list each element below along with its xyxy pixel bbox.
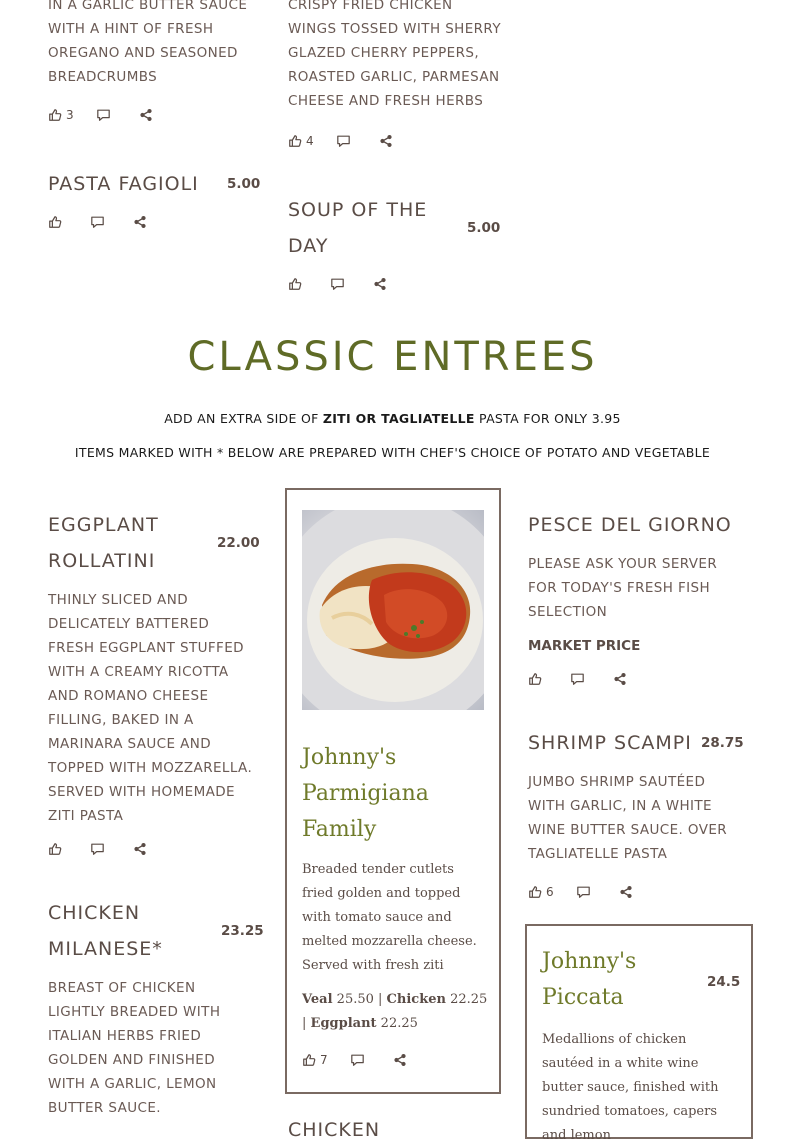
item-title — [288, 192, 427, 264]
item-actions — [302, 1050, 407, 1070]
piccata-card[interactable] — [525, 924, 753, 1143]
comment-icon — [330, 277, 345, 291]
item-title: SHRIMP SCAMPI — [528, 732, 692, 754]
share-icon — [133, 842, 147, 856]
share-icon — [379, 134, 393, 148]
card-title-line: Parmigiana — [302, 781, 429, 806]
card-description: Breaded tender cutlets fried golden and topped with tomato sauce and melted mozzarella cheese. Served with fresh ziti — [302, 862, 477, 973]
item-title — [48, 895, 163, 967]
item-price: 28.75 — [701, 735, 744, 751]
share-button[interactable] — [619, 885, 633, 899]
thumbs-up-icon — [48, 108, 62, 122]
item-description: CRISPY FRIED CHICKEN WINGS TOSSED WITH SHERRY GLAZED CHERRY PEPPERS, ROASTED GARLIC, PARMESAN CHEESE AND FRESH HERBS — [288, 0, 501, 109]
item-actions — [528, 882, 633, 902]
like-button[interactable] — [48, 215, 62, 229]
item-actions — [48, 105, 153, 125]
item-actions — [288, 131, 393, 151]
item-title: PESCE DEL GIORNO — [528, 514, 732, 536]
thumbs-up-icon — [288, 134, 302, 148]
item-title: PASTA FAGIOLI — [48, 173, 199, 195]
item-title-line: EGGPLANT — [48, 514, 159, 536]
item-price: MARKET PRICE — [528, 638, 641, 654]
share-icon — [393, 1053, 407, 1067]
like-count: 7 — [320, 1053, 328, 1067]
item-description: PLEASE ASK YOUR SERVER FOR TODAY'S FRESH FISH SELECTION — [528, 556, 718, 620]
share-button[interactable] — [139, 108, 153, 122]
item-price: 24.5 — [707, 974, 741, 990]
item-title-line: MILANESE* — [48, 938, 163, 960]
comment-icon — [96, 108, 111, 122]
comment-button[interactable] — [90, 842, 105, 856]
section-notice — [0, 411, 785, 426]
card-title-line: Johnny's — [302, 745, 397, 770]
comment-button[interactable] — [96, 108, 111, 122]
comment-icon — [336, 134, 351, 148]
like-count: 6 — [546, 885, 554, 899]
item-actions — [288, 274, 387, 294]
featured-item-card[interactable] — [285, 488, 501, 1094]
card-title — [542, 944, 692, 1016]
item-actions — [528, 669, 627, 689]
card-title-line: Johnny's — [542, 949, 637, 974]
item-actions — [48, 212, 147, 232]
item-title: CHICKEN — [288, 1119, 381, 1141]
thumbs-up-icon — [48, 215, 62, 229]
section-notice: ITEMS MARKED WITH * BELOW ARE PREPARED WITH CHEF'S CHOICE OF POTATO AND VEGETABLE — [74, 445, 711, 460]
notice-text: PASTA FOR ONLY 3.95 — [474, 411, 621, 426]
comment-icon — [576, 885, 591, 899]
like-button[interactable] — [528, 885, 554, 899]
notice-highlight: ZITI OR TAGLIATELLE — [322, 411, 475, 426]
thumbs-up-icon — [302, 1053, 316, 1067]
item-actions — [48, 839, 147, 859]
like-button[interactable] — [288, 134, 314, 148]
share-button[interactable] — [373, 277, 387, 291]
item-description: IN A GARLIC BUTTER SAUCE WITH A HINT OF FRESH OREGANO AND SEASONED BREADCRUMBS — [48, 0, 248, 85]
item-price: 5.00 — [227, 176, 261, 192]
notice-text: ADD AN EXTRA SIDE OF — [164, 411, 323, 426]
share-icon — [619, 885, 633, 899]
comment-button[interactable] — [350, 1053, 365, 1067]
share-icon — [613, 672, 627, 686]
like-button[interactable] — [48, 842, 62, 856]
comment-button[interactable] — [576, 885, 591, 899]
like-button[interactable] — [302, 1053, 328, 1067]
price-veal: 25.50 | — [336, 992, 383, 1007]
comment-icon — [570, 672, 585, 686]
item-description: THINLY SLICED AND DELICATELY BATTERED FRESH EGGPLANT STUFFED WITH A CREAMY RICOTTA AND ROMANO CHEESE FILLING, BAKED IN A MARINARA SAUCE AND TOPPED WITH MOZZARELLA. SERVED WITH HOMEMADE ZITI PASTA — [48, 592, 253, 824]
price-label-veal: Veal — [302, 992, 333, 1007]
share-icon — [373, 277, 387, 291]
item-title-line: DAY — [288, 235, 329, 257]
section-title: CLASSIC ENTREES — [187, 334, 598, 380]
card-description: Medallions of chicken sautéed in a white wine butter sauce, finished with sundried tomatoes, capers and lemon — [542, 1032, 719, 1143]
thumbs-up-icon — [528, 672, 542, 686]
thumbs-up-icon — [288, 277, 302, 291]
share-button[interactable] — [379, 134, 393, 148]
comment-icon — [90, 215, 105, 229]
share-button[interactable] — [133, 842, 147, 856]
item-title-line: ROLLATINI — [48, 550, 156, 572]
comment-button[interactable] — [570, 672, 585, 686]
share-icon — [133, 215, 147, 229]
item-description: JUMBO SHRIMP SAUTÉED WITH GARLIC, IN A WHITE WINE BUTTER SAUCE. OVER TAGLIATELLE PASTA — [528, 774, 728, 862]
card-title — [302, 740, 492, 848]
like-button[interactable] — [48, 108, 74, 122]
item-price: 22.00 — [217, 535, 260, 551]
share-button[interactable] — [133, 215, 147, 229]
item-price: 23.25 — [221, 923, 264, 939]
comment-button[interactable] — [336, 134, 351, 148]
comment-icon — [350, 1053, 365, 1067]
card-title-line: Family — [302, 817, 377, 842]
share-icon — [139, 108, 153, 122]
like-button[interactable] — [288, 277, 302, 291]
like-count: 4 — [306, 134, 314, 148]
thumbs-up-icon — [528, 885, 542, 899]
comment-button[interactable] — [330, 277, 345, 291]
share-button[interactable] — [613, 672, 627, 686]
price-label-chicken: Chicken — [386, 992, 446, 1007]
item-title-line: SOUP OF THE — [288, 199, 428, 221]
dish-illustration — [302, 510, 484, 710]
comment-button[interactable] — [90, 215, 105, 229]
card-title-line: Piccata — [542, 985, 624, 1010]
price-label-eggplant: Eggplant — [310, 1016, 377, 1031]
price-chicken: 22.25 | — [302, 992, 488, 1031]
price-eggplant: 22.25 — [380, 1016, 418, 1031]
item-title — [48, 507, 159, 579]
like-count: 3 — [66, 108, 74, 122]
dish-photo — [302, 510, 484, 710]
item-title-line: CHICKEN — [48, 902, 141, 924]
card-prices — [302, 988, 492, 1036]
thumbs-up-icon — [48, 842, 62, 856]
like-button[interactable] — [528, 672, 542, 686]
comment-icon — [90, 842, 105, 856]
item-price: 5.00 — [467, 220, 501, 236]
share-button[interactable] — [393, 1053, 407, 1067]
item-description: BREAST OF CHICKEN LIGHTLY BREADED WITH ITALIAN HERBS FRIED GOLDEN AND FINISHED WITH A GARLIC, LEMON BUTTER SAUCE. — [48, 980, 221, 1116]
